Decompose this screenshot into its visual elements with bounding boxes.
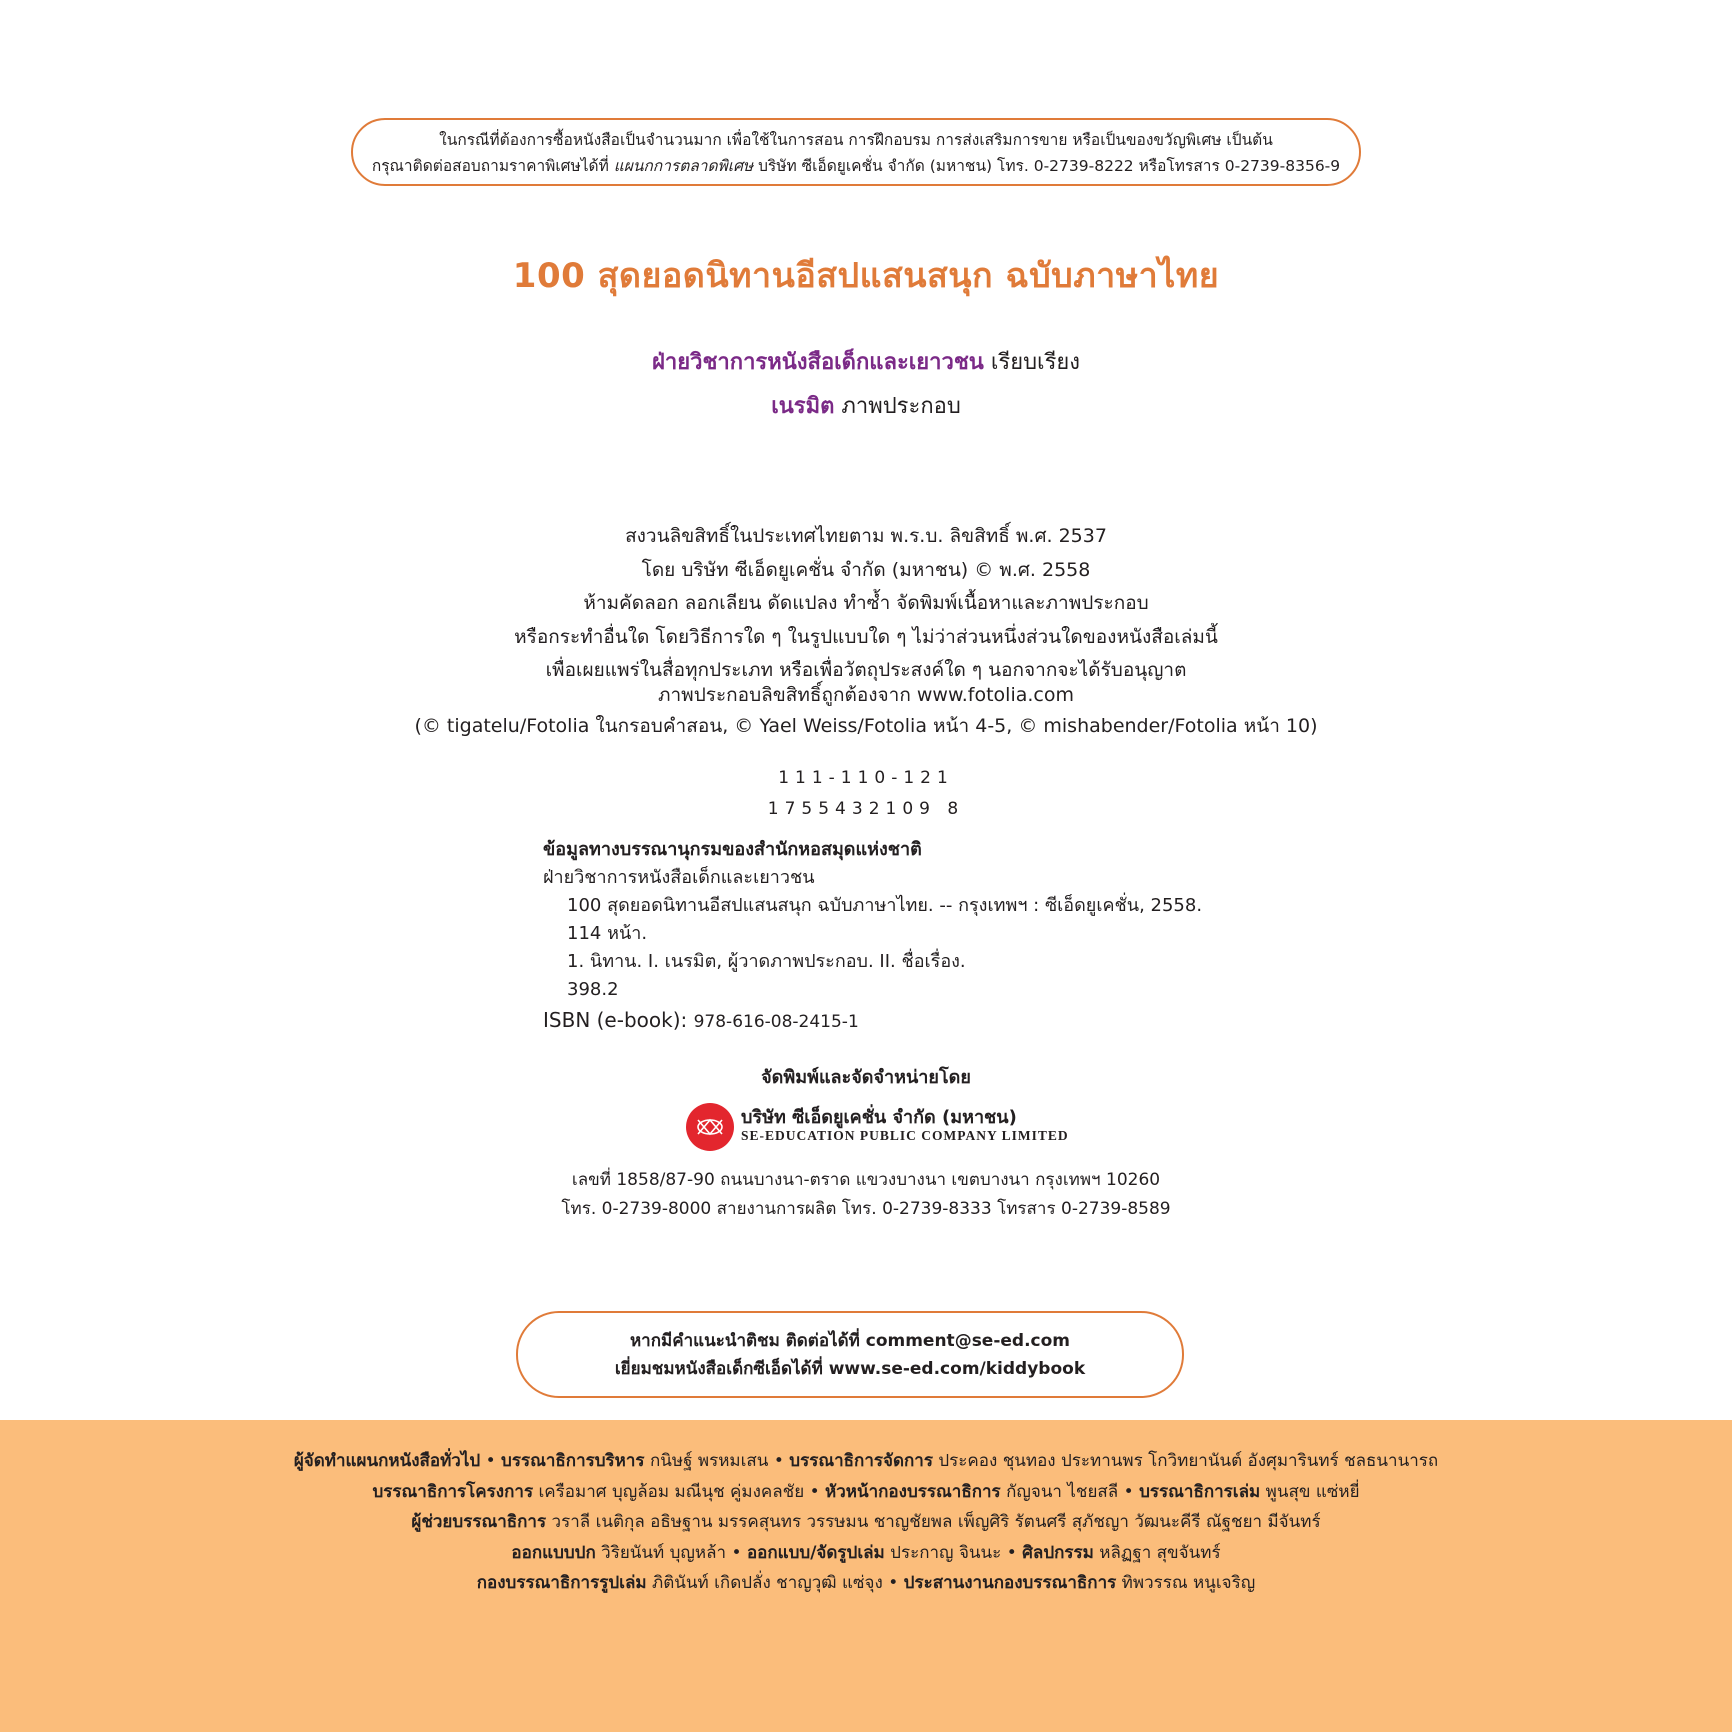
staff-names: หลิฏฐา สุขจันทร์ [1093,1542,1221,1563]
feedback-email-line: หากมีคำแนะนำติชม ติดต่อได้ที่ comment@se-ed.com [629,1331,1071,1351]
catalog-class-number: 398.2 [567,979,619,1000]
staff-label: ศิลปกรรม [1022,1542,1094,1563]
staff-label: บรรณาธิการเล่ม [1139,1481,1261,1502]
staff-names: กนิษฐ์ พรหมเสน [644,1451,774,1471]
se-ed-logo [686,1103,734,1151]
photo-credit-line-1: ภาพประกอบลิขสิทธิ์ถูกต้องจาก www.fotolia.com [657,684,1074,706]
staff-row [0,1568,1732,1599]
staff-label: บรรณาธิการบริหาร [501,1451,645,1471]
cataloging-data [543,836,1202,1036]
product-code: 111-110-121 [778,768,954,788]
catalog-subjects: 1. นิทาน. I. เนรมิต, ผู้วาดภาพประกอบ. II. ชื่อเรื่อง. [567,951,966,972]
copyright-line: ห้ามคัดลอก ลอกเลียน ดัดแปลง ทำซ้ำ จัดพิมพ์เนื้อหาและภาพประกอบ [583,592,1149,614]
isbn-label: ISBN (e-book): [543,1008,688,1032]
compiler-name: ฝ่ายวิชาการหนังสือเด็กและเยาวชน [651,350,984,375]
credit-illustrator [0,388,1732,423]
isbn-value: 978-616-08-2415-1 [693,1012,859,1032]
staff-names: ทิพวรรณ หนูเจริญ [1116,1573,1256,1593]
separator: • [888,1573,904,1593]
copyright-line: สงวนลิขสิทธิ์ในประเทศไทยตาม พ.ร.บ. ลิขสิทธิ์ พ.ศ. 2537 [625,525,1107,547]
special-order-notice [351,118,1361,186]
book-title: 100 สุดยอดนิทานอีสปแสนสนุก ฉบับภาษาไทย [512,256,1220,296]
staff-label: บรรณาธิการโครงการ [372,1481,534,1502]
illustrator-name: เนรมิต [771,394,835,419]
separator: • [809,1481,826,1502]
compiler-role: เรียบเรียง [990,350,1081,375]
staff-label: กองบรรณาธิการรูปเล่ม [476,1573,647,1593]
address-line-2: โทร. 0-2739-8000 สายงานการผลิต โทร. 0-2739-8333 โทรสาร 0-2739-8589 [561,1199,1171,1219]
feedback-website-line: เยี่ยมชมหนังสือเด็กซีเอ็ดได้ที่ www.se-ed.com/kiddybook [614,1359,1086,1379]
staff-row [0,1538,1732,1569]
copyright-line: หรือกระทำอื่นใด โดยวิธีการใด ๆ ในรูปแบบใด ๆ ไม่ว่าส่วนหนึ่งส่วนใดของหนังสือเล่มนี้ [514,625,1218,648]
publisher-address [0,1166,1732,1224]
catalog-entry: 100 สุดยอดนิทานอีสปแสนสนุก ฉบับภาษาไทย. -- กรุงเทพฯ : ซีเอ็ดยูเคชั่น, 2558. [567,895,1203,916]
isbn [543,1006,1202,1036]
staff-label: ประสานงานกองบรรณาธิการ [903,1573,1117,1593]
staff-names: ประคอง ชุนทอง ประทานพร โกวิทยานันต์ อังศุมารินทร์ ชลธนานารถ [932,1451,1439,1471]
copyright-line: โดย บริษัท ซีเอ็ดยูเคชั่น จำกัด (มหาชน) © พ.ศ. 2558 [641,558,1091,581]
staff-label: หัวหน้ากองบรรณาธิการ [825,1481,1001,1502]
illustrator-role: ภาพประกอบ [841,394,961,419]
catalog-pages: 114 หน้า. [567,923,648,944]
notice-line-2-prefix: กรุณาติดต่อสอบถามราคาพิเศษได้ที่ [371,157,609,175]
notice-line-2-suffix: บริษัท ซีเอ็ดยูเคชั่น จำกัด (มหาชน) โทร. 0-2739-8222 หรือโทรสาร 0-2739-8356-9 [758,157,1341,175]
separator: • [773,1451,790,1471]
staff-names: เครือมาศ บุญล้อม มณีนุช คู่มงคลชัย [533,1481,810,1502]
staff-label: ผู้ช่วยบรรณาธิการ [411,1512,547,1532]
se-ed-logo-icon [686,1103,734,1151]
separator: • [1006,1542,1023,1563]
feedback-box [516,1311,1184,1398]
photo-credit-line-2: (© tigatelu/Fotolia ในกรอบคำสอน, © Yael Weiss/Fotolia หน้า 4-5, © mishabender/Fotolia หน้า 10) [414,715,1318,737]
staff-label: ออกแบบปก [511,1542,596,1563]
staff-names: ภิตินันท์ เกิดปลั่ง ชาญวุฒิ แซ่จุง [646,1573,889,1593]
staff-credits [0,1446,1732,1599]
staff-names: วิริยนันท์ บุญหล้า [595,1542,732,1563]
staff-names: พูนสุข แซ่หยี่ [1260,1481,1360,1502]
catalog-heading: ข้อมูลทางบรรณานุกรมของสำนักหอสมุดแห่งชาติ [543,839,922,860]
staff-row [0,1477,1732,1508]
staff-label: ผู้จัดทำแผนกหนังสือทั่วไป [293,1451,481,1471]
photo-credit [0,680,1732,742]
company-name-english: SE-EDUCATION PUBLIC COMPANY LIMITED [741,1128,1069,1143]
staff-row [0,1507,1732,1538]
staff-row [0,1446,1732,1477]
print-run-code: 1755432109 8 [767,799,965,819]
separator: • [480,1451,502,1471]
address-line-1: เลขที่ 1858/87-90 ถนนบางนา-ตราด แขวงบางนา เขตบางนา กรุงเทพฯ 10260 [571,1170,1161,1190]
credit-compiler [0,344,1732,379]
staff-names: กัญจนา ไชยสลี [1000,1481,1124,1502]
copyright-line: เพื่อเผยแพร่ในสื่อทุกประเภท หรือเพื่อวัตถุประสงค์ใด ๆ นอกจากจะได้รับอนุญาต [545,659,1187,681]
staff-label: ออกแบบ/จัดรูปเล่ม [746,1542,885,1563]
company-name-thai: บริษัท ซีเอ็ดยูเคชั่น จำกัด (มหาชน) [741,1107,1017,1128]
copyright-notice [0,520,1732,688]
notice-line-2 [353,153,1359,179]
staff-names: วราลี เนติกุล อธิษฐาน มรรคสุนทร วรรษมน ชาญชัยพล เพ็ญศิริ รัตนศรี สุภัชญา วัฒนะคีรี ณัฐชยา มีจันทร์ [546,1512,1321,1532]
separator: • [731,1542,747,1563]
notice-department: แผนกการตลาดพิเศษ [613,157,754,175]
notice-line-1: ในกรณีที่ต้องการซื้อหนังสือเป็นจำนวนมาก เพื่อใช้ในการสอน การฝึกอบรม การส่งเสริมการขาย หรือเป็นของขวัญพิเศษ เป็นต้น [439,131,1273,149]
print-codes [0,763,1732,825]
publisher-heading: จัดพิมพ์และจัดจำหน่ายโดย [761,1067,971,1088]
separator: • [1123,1481,1140,1502]
staff-label: บรรณาธิการจัดการ [789,1451,933,1471]
catalog-author: ฝ่ายวิชาการหนังสือเด็กและเยาวชน [543,867,815,888]
staff-names: ประกาญ จินนะ [884,1542,1007,1563]
